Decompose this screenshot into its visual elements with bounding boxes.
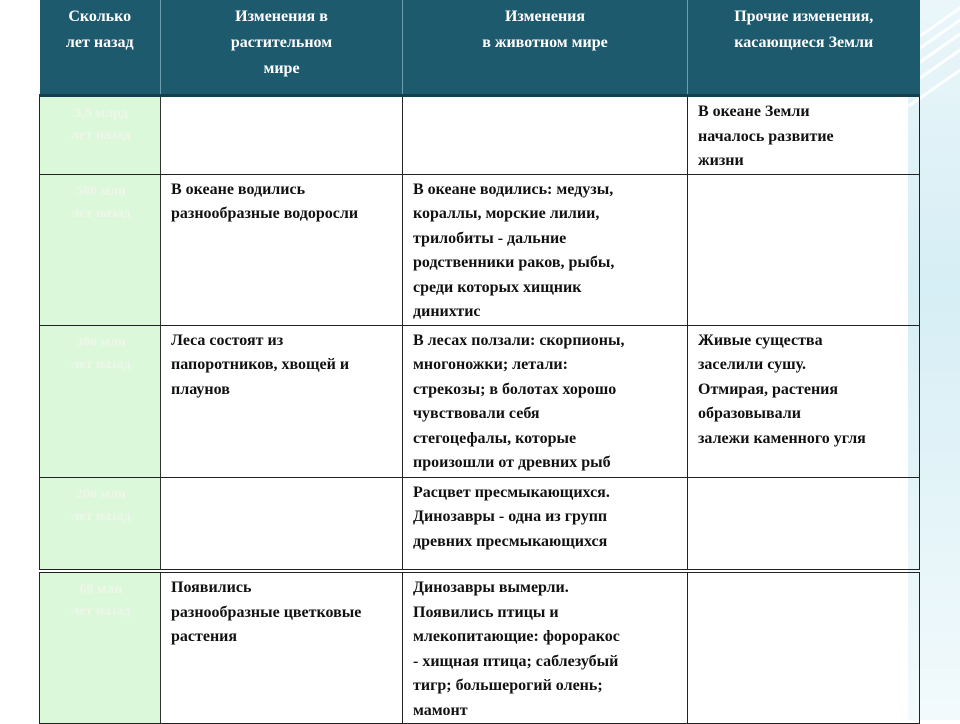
cell-animals: В лесах ползали: скорпионы, многоножки; летали: стрекозы; в болотах хорошо чувствовали себя стегоцефалы, которые произошли от древних рыб: [403, 325, 688, 477]
cell-animals: Динозавры вымерли. Появились птицы и млекопитающие: фороракос - хищная птица; саблезубый тигр; большерогий олень; мамонт: [403, 571, 688, 724]
cell-plants: Появились разнообразные цветковые растения: [161, 571, 403, 724]
cell-years: 3,5 млрд лет назад: [40, 96, 161, 175]
table-row: [40, 174, 920, 325]
evolution-table-container: [39, 0, 919, 720]
cell-animals: Расцвет пресмыкающихся. Динозавры - одна из групп древних пресмыкающихся: [403, 477, 688, 571]
header-plants: Изменения в растительном мире: [161, 0, 403, 96]
evolution-table: [39, 0, 920, 724]
cell-plants: Леса состоят из папоротников, хвощей и плаунов: [161, 325, 403, 477]
cell-other: [688, 174, 920, 325]
header-years: Сколько лет назад: [40, 0, 161, 96]
cell-plants: [161, 96, 403, 175]
table-row: [40, 96, 920, 175]
cell-plants: В океане водились разнообразные водоросли: [161, 174, 403, 325]
table-row: [40, 571, 920, 724]
cell-animals: В океане водились: медузы, кораллы, морские лилии, трилобиты - дальние родственники раков, рыбы, среди которых хищник динихтис: [403, 174, 688, 325]
cell-years: 60 млн лет назад: [40, 571, 161, 724]
cell-years: 200 млн лет назад: [40, 477, 161, 571]
table-row: [40, 477, 920, 571]
cell-years: 500 млн лет назад: [40, 174, 161, 325]
cell-other: [688, 477, 920, 571]
table-header-row: [40, 0, 920, 96]
cell-other: Живые существа заселили сушу. Отмирая, растения образовывали залежи каменного угля: [688, 325, 920, 477]
header-other: Прочие изменения, касающиеся Земли: [688, 0, 920, 96]
cell-plants: [161, 477, 403, 571]
cell-other: [688, 571, 920, 724]
table-row: [40, 325, 920, 477]
cell-years: 300 млн лет назад: [40, 325, 161, 477]
header-animals: Изменения в животном мире: [403, 0, 688, 96]
cell-animals: [403, 96, 688, 175]
cell-other: В океане Земли началось развитие жизни: [688, 96, 920, 175]
